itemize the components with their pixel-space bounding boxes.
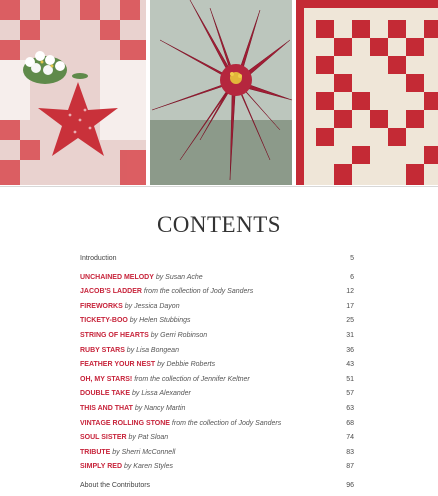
toc-page-number: 96 (346, 481, 354, 489)
toc-entry-text (80, 346, 179, 356)
toc-page-number: 5 (350, 255, 354, 262)
toc-page-number: 51 (346, 375, 354, 383)
toc-page-number: 36 (346, 346, 354, 354)
toc-entry[interactable] (80, 316, 354, 331)
toc-entry[interactable] (80, 360, 354, 375)
toc-entry-text (80, 419, 281, 429)
toc-entry-text (80, 287, 253, 297)
toc-byline: by Gerri Robinson (148, 331, 208, 339)
toc-byline: by Debbie Roberts (155, 361, 216, 369)
toc-entry[interactable] (80, 389, 354, 404)
toc-byline: by Lissa Alexander (130, 390, 191, 398)
toc-entry-text (80, 273, 203, 283)
toc-entry-text (80, 331, 207, 341)
toc-page-number: 6 (350, 273, 354, 281)
toc-entry-text (80, 375, 250, 385)
toc-quilt-name: DOUBLE TAKE (80, 390, 131, 398)
toc-entry-text (80, 448, 175, 458)
toc-byline: by Nancy Martin (132, 404, 186, 412)
toc-entry-text (80, 316, 191, 326)
toc-entry-text (80, 462, 173, 472)
red-white-quilt-closeup-photo (296, 0, 438, 185)
quilt-with-flowers-photo (0, 0, 146, 185)
toc-section-title: Introduction (80, 255, 117, 262)
toc-page-number: 63 (346, 404, 354, 412)
toc-quilt-name: OH, MY STARS! (80, 375, 133, 383)
toc-entry[interactable] (80, 302, 354, 317)
toc-entry-text (80, 302, 180, 312)
toc-quilt-name: VINTAGE ROLLING STONE (80, 419, 170, 427)
toc-quilt-name: SOUL SISTER (80, 434, 127, 442)
toc-quilt-name: TICKETY-BOO (80, 317, 128, 325)
divider (0, 186, 438, 187)
toc-entry-text (80, 254, 117, 264)
toc-entry-text (80, 481, 150, 491)
toc-quilt-name: THIS AND THAT (80, 404, 133, 412)
toc-page-number: 43 (346, 361, 354, 369)
toc-entry[interactable] (80, 254, 354, 269)
toc-entry[interactable] (80, 273, 354, 288)
toc-page-number: 12 (346, 288, 354, 296)
toc-page-number: 83 (346, 448, 354, 456)
toc-byline: by Jessica Dayon (122, 302, 180, 310)
toc-entry[interactable] (80, 331, 354, 346)
toc-byline: from the collection of Jody Sanders (141, 288, 254, 296)
toc-entry[interactable] (80, 462, 354, 477)
toc-entry-text (80, 404, 185, 414)
toc-section-title: About the Contributors (80, 481, 151, 489)
toc-quilt-name: SIMPLY RED (80, 463, 123, 471)
toc-entry[interactable] (80, 448, 354, 463)
toc-entry[interactable] (80, 346, 354, 361)
toc-page-number: 87 (346, 463, 354, 471)
toc-entry[interactable] (80, 419, 354, 434)
toc-page-number: 68 (346, 419, 354, 427)
toc-entry[interactable] (80, 481, 354, 496)
toc-byline: by Sherri McConnell (110, 448, 176, 456)
toc-page-number: 74 (346, 434, 354, 442)
toc-page-number: 31 (346, 331, 354, 339)
page-title: CONTENTS (156, 212, 282, 237)
toc-quilt-name: RUBY STARS (80, 346, 125, 354)
toc-entry[interactable] (80, 404, 354, 419)
toc-entry[interactable] (80, 375, 354, 390)
toc-quilt-name: STRING OF HEARTS (80, 331, 149, 339)
toc-byline: by Pat Sloan (126, 434, 169, 442)
photo-strip (0, 0, 438, 185)
toc-quilt-name: FEATHER YOUR NEST (80, 361, 156, 369)
toc-entry-text (80, 433, 168, 443)
toc-page-number: 25 (346, 317, 354, 325)
toc-quilt-name: JACOB'S LADDER (80, 288, 142, 296)
toc-page-number: 57 (346, 390, 354, 398)
red-dahlia-photo (150, 0, 292, 185)
toc-entry[interactable] (80, 433, 354, 448)
toc-entry-text (80, 389, 191, 399)
toc-entry-text (80, 360, 215, 370)
toc-entry[interactable] (80, 287, 354, 302)
toc-quilt-name: UNCHAINED MELODY (80, 273, 154, 281)
toc-byline: by Susan Ache (153, 273, 203, 281)
toc-quilt-name: TRIBUTE (80, 448, 111, 456)
toc-byline: by Karen Styles (122, 463, 173, 471)
toc-page-number: 17 (346, 302, 354, 310)
table-of-contents (80, 254, 354, 496)
toc-byline: by Lisa Bongean (124, 346, 179, 354)
toc-byline: by Helen Stubbings (127, 317, 191, 325)
toc-quilt-name: FIREWORKS (80, 302, 123, 310)
toc-byline: from the collection of Jody Sanders (169, 419, 282, 427)
toc-byline: from the collection of Jennifer Keltner (132, 375, 250, 383)
